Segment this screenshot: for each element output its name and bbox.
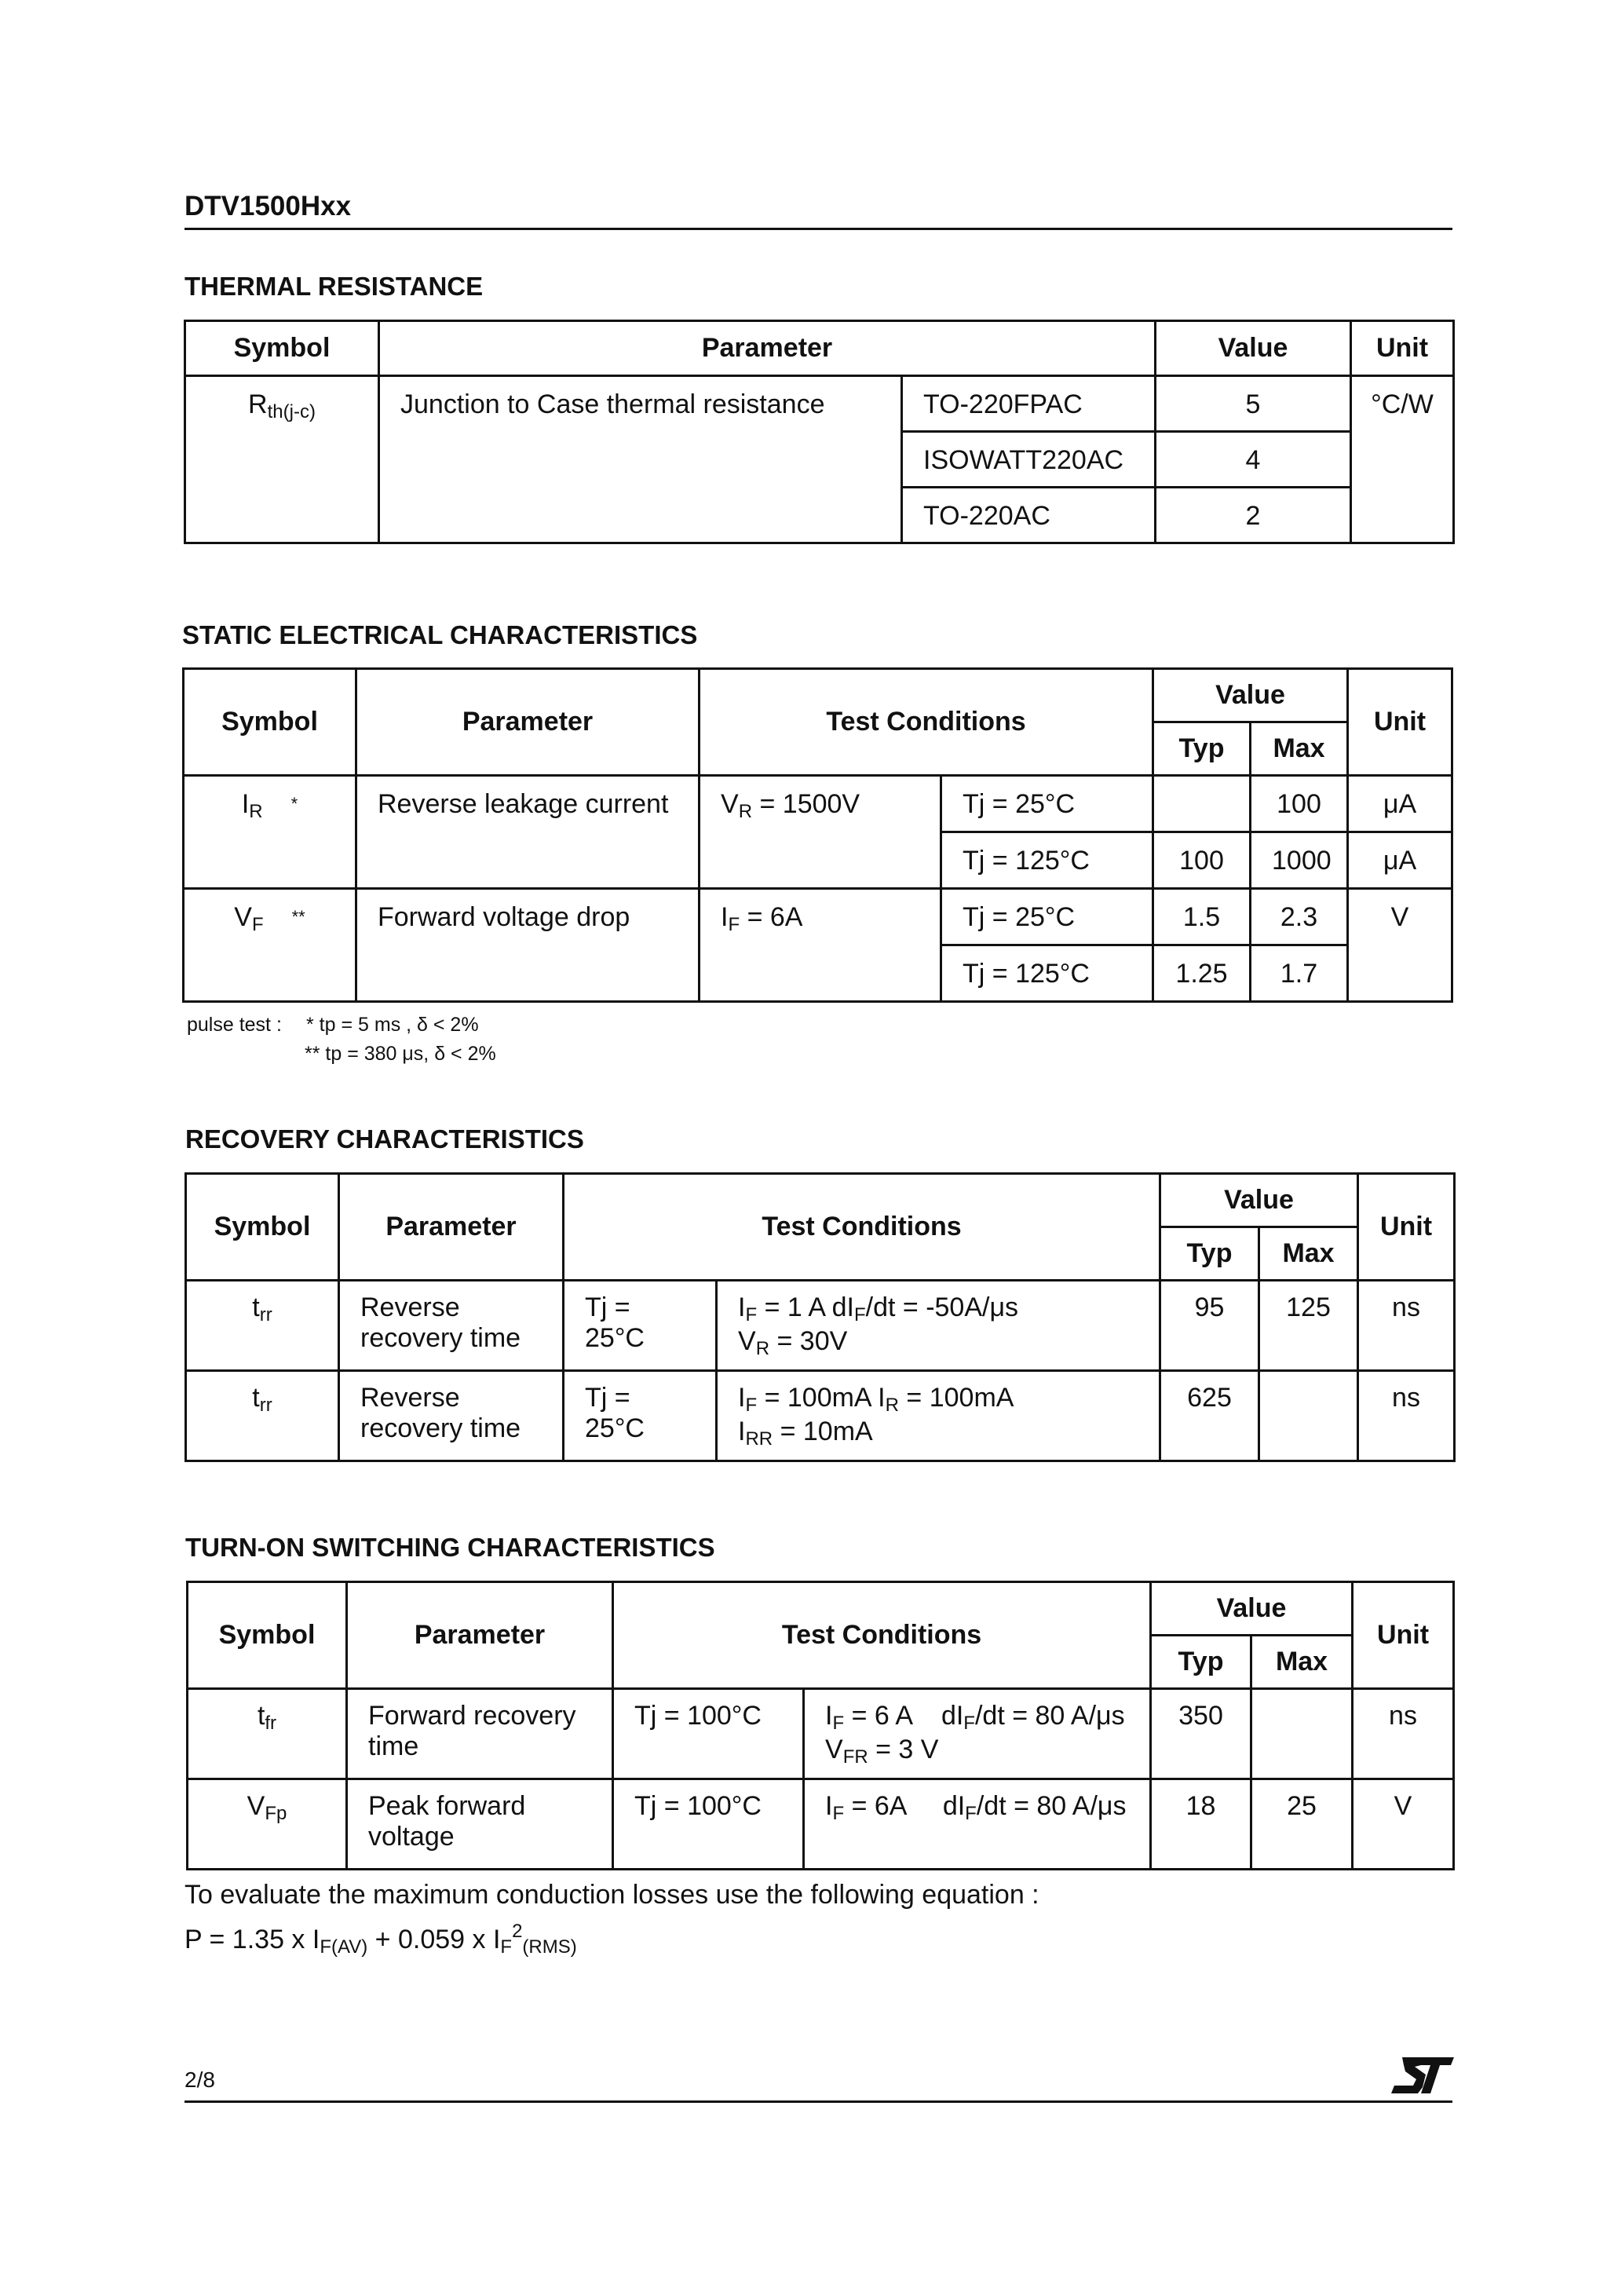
footer-rule	[184, 2100, 1452, 2103]
header-test-conditions: Test Conditions	[613, 1582, 1151, 1689]
header-parameter: Parameter	[339, 1174, 564, 1281]
ir-symbol: $I_R$ *	[184, 776, 356, 889]
value-cell: 2	[1156, 488, 1351, 543]
document-title: DTV1500Hxx	[184, 191, 352, 221]
value-cell: 4	[1156, 432, 1351, 488]
header-max: Max	[1259, 1227, 1358, 1281]
vf-symbol: $V_F$ **	[184, 889, 356, 1002]
tj-cell: Tj = 25°C	[941, 776, 1153, 832]
max-cell	[1259, 1371, 1358, 1461]
tj-cell: Tj = 25°C	[564, 1371, 717, 1461]
vf-condition: $I_F = 6A$	[700, 889, 941, 1002]
pulse-test-note-2: ** tp = 380 μs, δ < 2%	[305, 1043, 496, 1065]
max-cell: 125	[1259, 1281, 1358, 1371]
pulse-test-note-1: * tp = 5 ms , δ < 2%	[306, 1014, 479, 1036]
equation: P = 1.35 x $I_{F(AV)} + 0.059$ x $I_F^2_{(RMS)}$	[184, 1921, 577, 1958]
static-section-title: STATIC ELECTRICAL CHARACTERISTICS	[182, 620, 698, 649]
header-symbol: Symbol	[188, 1582, 347, 1689]
unit-cell: ns	[1358, 1281, 1455, 1371]
typ-cell: 625	[1160, 1371, 1259, 1461]
unit-cell: V	[1353, 1779, 1454, 1870]
vf-parameter: Forward voltage drop	[356, 889, 700, 1002]
trr-parameter: Reverse recovery time	[339, 1371, 564, 1461]
typ-cell	[1153, 776, 1251, 832]
tj-cell: Tj = 25°C	[941, 889, 1153, 945]
tj-cell: Tj = 100°C	[613, 1779, 804, 1870]
header-parameter: Parameter	[347, 1582, 613, 1689]
max-cell: 1.7	[1251, 945, 1348, 1002]
thermal-symbol: $R_{th(j-c)}$	[185, 376, 379, 543]
header-value: Value	[1151, 1582, 1353, 1636]
typ-cell: 95	[1160, 1281, 1259, 1371]
recovery-table	[184, 1172, 1456, 1462]
header-value: Value	[1160, 1174, 1358, 1227]
typ-cell: 350	[1151, 1689, 1251, 1779]
value-cell: 5	[1156, 376, 1351, 432]
header-typ: Typ	[1160, 1227, 1259, 1281]
package-cell: ISOWATT220AC	[902, 432, 1156, 488]
package-cell: TO-220FPAC	[902, 376, 1156, 432]
thermal-section-title: THERMAL RESISTANCE	[184, 272, 484, 301]
header-test-conditions: Test Conditions	[564, 1174, 1160, 1281]
header-max: Max	[1251, 722, 1348, 776]
recovery-section-title: RECOVERY CHARACTERISTICS	[185, 1124, 584, 1153]
header-rule	[184, 228, 1452, 230]
header-unit: Unit	[1353, 1582, 1454, 1689]
typ-cell: 1.5	[1153, 889, 1251, 945]
typ-cell: 1.25	[1153, 945, 1251, 1002]
header-value: Value	[1153, 669, 1348, 722]
max-cell: 100	[1251, 776, 1348, 832]
max-cell: 25	[1251, 1779, 1353, 1870]
header-unit: Unit	[1358, 1174, 1455, 1281]
header-symbol: Symbol	[186, 1174, 339, 1281]
max-cell: 1000	[1251, 832, 1348, 889]
header-symbol: Symbol	[185, 321, 379, 376]
vfp-conditions: $I_F = 6A$ $dI_F/dt = 80$ A/μs	[804, 1779, 1151, 1870]
header-unit: Unit	[1348, 669, 1452, 776]
header-typ: Typ	[1151, 1636, 1251, 1689]
thermal-parameter: Junction to Case thermal resistance	[379, 376, 902, 543]
unit-cell: ns	[1353, 1689, 1454, 1779]
header-value: Value	[1156, 321, 1351, 376]
max-cell	[1251, 1689, 1353, 1779]
vfp-parameter: Peak forward voltage	[347, 1779, 613, 1870]
typ-cell: 100	[1153, 832, 1251, 889]
header-unit: Unit	[1351, 321, 1454, 376]
turnon-section-title: TURN-ON SWITCHING CHARACTERISTICS	[185, 1533, 715, 1562]
tj-cell: Tj = 100°C	[613, 1689, 804, 1779]
ir-condition: $V_R = 1500V$	[700, 776, 941, 889]
trr-conditions: $I_F = 100mA$ $I_R = 100mA$ $I_{RR} = 10mA$	[717, 1371, 1160, 1461]
header-test-conditions: Test Conditions	[700, 669, 1153, 776]
trr-symbol: $t_{rr}$	[186, 1371, 339, 1461]
typ-cell: 18	[1151, 1779, 1251, 1870]
pulse-test-label: pulse test :	[187, 1014, 282, 1036]
st-logo-icon	[1391, 2056, 1454, 2095]
tfr-conditions: $I_F = 6$ A $dI_F/dt = 80$ A/μs $V_{FR} = 3$ V	[804, 1689, 1151, 1779]
trr-conditions: $I_F = 1$ A $dI_F/dt = -50A/\mu s$ $V_R = 30V$	[717, 1281, 1160, 1371]
unit-cell: ns	[1358, 1371, 1455, 1461]
header-parameter: Parameter	[356, 669, 700, 776]
header-symbol: Symbol	[184, 669, 356, 776]
vf-unit: V	[1348, 889, 1452, 1002]
equation-intro: To evaluate the maximum conduction losses use the following equation :	[184, 1880, 1039, 1910]
vfp-symbol: $V_{Fp}$	[188, 1779, 347, 1870]
thermal-unit: °C/W	[1351, 376, 1454, 543]
static-table	[182, 667, 1453, 1003]
tj-cell: Tj = 25°C	[564, 1281, 717, 1371]
page-number: 2/8	[184, 2067, 215, 2092]
package-cell: TO-220AC	[902, 488, 1156, 543]
tfr-symbol: $t_{fr}$	[188, 1689, 347, 1779]
max-cell: 2.3	[1251, 889, 1348, 945]
thermal-table	[184, 320, 1455, 544]
tfr-parameter: Forward recovery time	[347, 1689, 613, 1779]
ir-parameter: Reverse leakage current	[356, 776, 700, 889]
tj-cell: Tj = 125°C	[941, 832, 1153, 889]
tj-cell: Tj = 125°C	[941, 945, 1153, 1002]
unit-cell: μA	[1348, 832, 1452, 889]
header-parameter: Parameter	[379, 321, 1156, 376]
turnon-table	[186, 1581, 1455, 1870]
trr-parameter: Reverse recovery time	[339, 1281, 564, 1371]
header-typ: Typ	[1153, 722, 1251, 776]
header-max: Max	[1251, 1636, 1353, 1689]
trr-symbol: $t_{rr}$	[186, 1281, 339, 1371]
unit-cell: μA	[1348, 776, 1452, 832]
